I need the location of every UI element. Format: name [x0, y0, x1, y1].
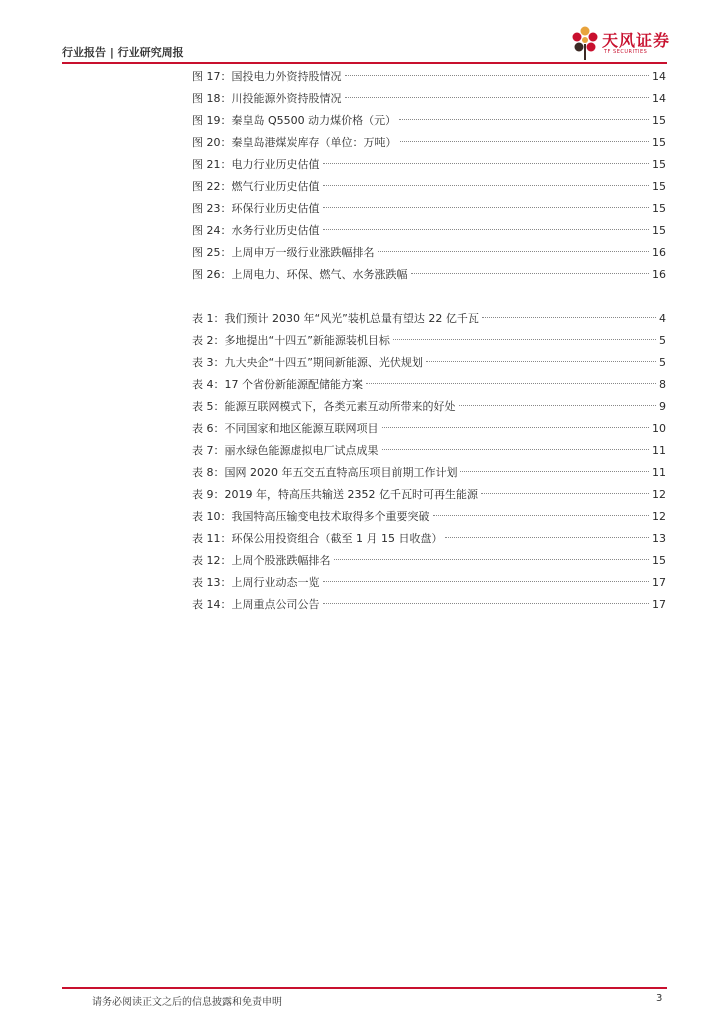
toc-entry-page: 13: [652, 532, 666, 545]
toc-entry-page: 15: [652, 554, 666, 567]
toc-entry-page: 5: [659, 356, 666, 369]
section-gap: [192, 286, 666, 308]
toc-leader-dots: [411, 273, 650, 274]
toc-entry[interactable]: [192, 132, 666, 154]
toc-entry-label: 图 17：国投电力外资持股情况: [192, 70, 342, 83]
toc-entry[interactable]: [192, 330, 666, 352]
toc-entry-label: 图 19：秦皇岛 Q5500 动力煤价格（元）: [192, 114, 397, 127]
toc-leader-dots: [378, 251, 650, 252]
toc-entry[interactable]: [192, 440, 666, 462]
toc-entry-page: 16: [652, 268, 666, 281]
toc-entry[interactable]: [192, 220, 666, 242]
toc-entry-label: 表 13：上周行业动态一览: [192, 576, 320, 589]
report-category: 行业报告 | 行业研究周报: [62, 46, 184, 59]
toc-entry-page: 5: [659, 334, 666, 347]
toc-entry[interactable]: [192, 396, 666, 418]
brand-name-en: TF SECURITIES: [604, 49, 648, 55]
toc-entry-page: 16: [652, 246, 666, 259]
toc-entry[interactable]: [192, 506, 666, 528]
toc-leader-dots: [366, 383, 656, 384]
toc-entry-page: 15: [652, 202, 666, 215]
toc-entry-label: 表 6：不同国家和地区能源互联网项目: [192, 422, 379, 435]
toc-entry-label: 表 2：多地提出“十四五”新能源装机目标: [192, 334, 390, 347]
toc-entry-page: 8: [659, 378, 666, 391]
toc-entry-label: 表 1：我们预计 2030 年“风光”装机总量有望达 22 亿千瓦: [192, 312, 479, 325]
toc-leader-dots: [433, 515, 650, 516]
toc-leader-dots: [482, 317, 656, 318]
toc-entry-label: 图 25：上周申万一级行业涨跌幅排名: [192, 246, 375, 259]
brand-logo: [568, 22, 672, 62]
toc-entry[interactable]: [192, 374, 666, 396]
toc-leader-dots: [323, 229, 650, 230]
toc-entry-page: 14: [652, 92, 666, 105]
toc-entry[interactable]: [192, 110, 666, 132]
toc-entry-page: 15: [652, 114, 666, 127]
toc-entry-page: 12: [652, 510, 666, 523]
toc-entry-page: 15: [652, 224, 666, 237]
toc-entry-page: 4: [659, 312, 666, 325]
toc-entry[interactable]: [192, 594, 666, 616]
toc-leader-dots: [393, 339, 656, 340]
toc-entry[interactable]: [192, 308, 666, 330]
toc-leader-dots: [345, 75, 650, 76]
toc-entry-page: 10: [652, 422, 666, 435]
toc-leader-dots: [323, 163, 650, 164]
brand-name-cn: 天风证券: [602, 31, 671, 50]
toc-entry-label: 表 3：九大央企“十四五”期间新能源、光伏规划: [192, 356, 423, 369]
toc-entry-label: 图 26：上周电力、环保、燃气、水务涨跌幅: [192, 268, 408, 281]
table-of-contents: [192, 66, 666, 616]
toc-entry[interactable]: [192, 88, 666, 110]
toc-entry[interactable]: [192, 550, 666, 572]
toc-entry[interactable]: [192, 154, 666, 176]
toc-entry[interactable]: [192, 572, 666, 594]
toc-entry-page: 12: [652, 488, 666, 501]
toc-entry[interactable]: [192, 418, 666, 440]
toc-entry-page: 15: [652, 136, 666, 149]
toc-entry-label: 图 18：川投能源外资持股情况: [192, 92, 342, 105]
toc-leader-dots: [399, 119, 649, 120]
toc-entry-label: 表 11：环保公用投资组合（截至 1 月 15 日收盘）: [192, 532, 443, 545]
footer-divider: [62, 987, 667, 989]
toc-entry[interactable]: [192, 462, 666, 484]
figure-list: [192, 66, 666, 286]
toc-entry[interactable]: [192, 352, 666, 374]
toc-entry[interactable]: [192, 242, 666, 264]
toc-entry[interactable]: [192, 198, 666, 220]
toc-entry-label: 表 7：丽水绿色能源虚拟电厂试点成果: [192, 444, 379, 457]
toc-leader-dots: [426, 361, 656, 362]
flower-logo-icon: [568, 22, 602, 62]
toc-leader-dots: [334, 559, 650, 560]
toc-leader-dots: [323, 581, 650, 582]
toc-entry-page: 17: [652, 598, 666, 611]
toc-entry-label: 表 14：上周重点公司公告: [192, 598, 320, 611]
toc-entry[interactable]: [192, 176, 666, 198]
toc-entry-label: 图 22：燃气行业历史估值: [192, 180, 320, 193]
toc-entry-label: 图 24：水务行业历史估值: [192, 224, 320, 237]
toc-entry-page: 17: [652, 576, 666, 589]
toc-leader-dots: [481, 493, 649, 494]
toc-leader-dots: [400, 141, 650, 142]
page-number: 3: [656, 993, 663, 1004]
toc-entry-page: 14: [652, 70, 666, 83]
toc-entry-label: 表 8：国网 2020 年五交五直特高压项目前期工作计划: [192, 466, 458, 479]
toc-leader-dots: [382, 449, 650, 450]
toc-entry[interactable]: [192, 66, 666, 88]
toc-leader-dots: [460, 471, 649, 472]
toc-leader-dots: [345, 97, 650, 98]
toc-leader-dots: [323, 603, 650, 604]
toc-entry-page: 11: [652, 444, 666, 457]
toc-leader-dots: [459, 405, 657, 406]
toc-leader-dots: [445, 537, 649, 538]
header-divider: [62, 62, 667, 64]
toc-entry-label: 图 21：电力行业历史估值: [192, 158, 320, 171]
toc-leader-dots: [323, 185, 650, 186]
toc-leader-dots: [323, 207, 650, 208]
toc-entry-label: 表 9：2019 年，特高压共输送 2352 亿千瓦时可再生能源: [192, 488, 478, 501]
toc-entry-page: 9: [659, 400, 666, 413]
toc-entry-label: 表 5：能源互联网模式下，各类元素互动所带来的好处: [192, 400, 456, 413]
toc-leader-dots: [382, 427, 650, 428]
toc-entry-page: 15: [652, 158, 666, 171]
toc-entry-label: 表 12：上周个股涨跌幅排名: [192, 554, 331, 567]
toc-entry[interactable]: [192, 484, 666, 506]
toc-entry[interactable]: [192, 264, 666, 286]
toc-entry-label: 表 10：我国特高压输变电技术取得多个重要突破: [192, 510, 430, 523]
toc-entry-label: 图 20：秦皇岛港煤炭库存（单位：万吨）: [192, 136, 397, 149]
toc-entry-label: 表 4：17 个省份新能源配储能方案: [192, 378, 363, 391]
toc-entry-label: 图 23：环保行业历史估值: [192, 202, 320, 215]
disclaimer-note: 请务必阅读正文之后的信息披露和免责申明: [92, 997, 282, 1008]
table-list: [192, 308, 666, 616]
toc-entry-page: 11: [652, 466, 666, 479]
toc-entry-page: 15: [652, 180, 666, 193]
toc-entry[interactable]: [192, 528, 666, 550]
